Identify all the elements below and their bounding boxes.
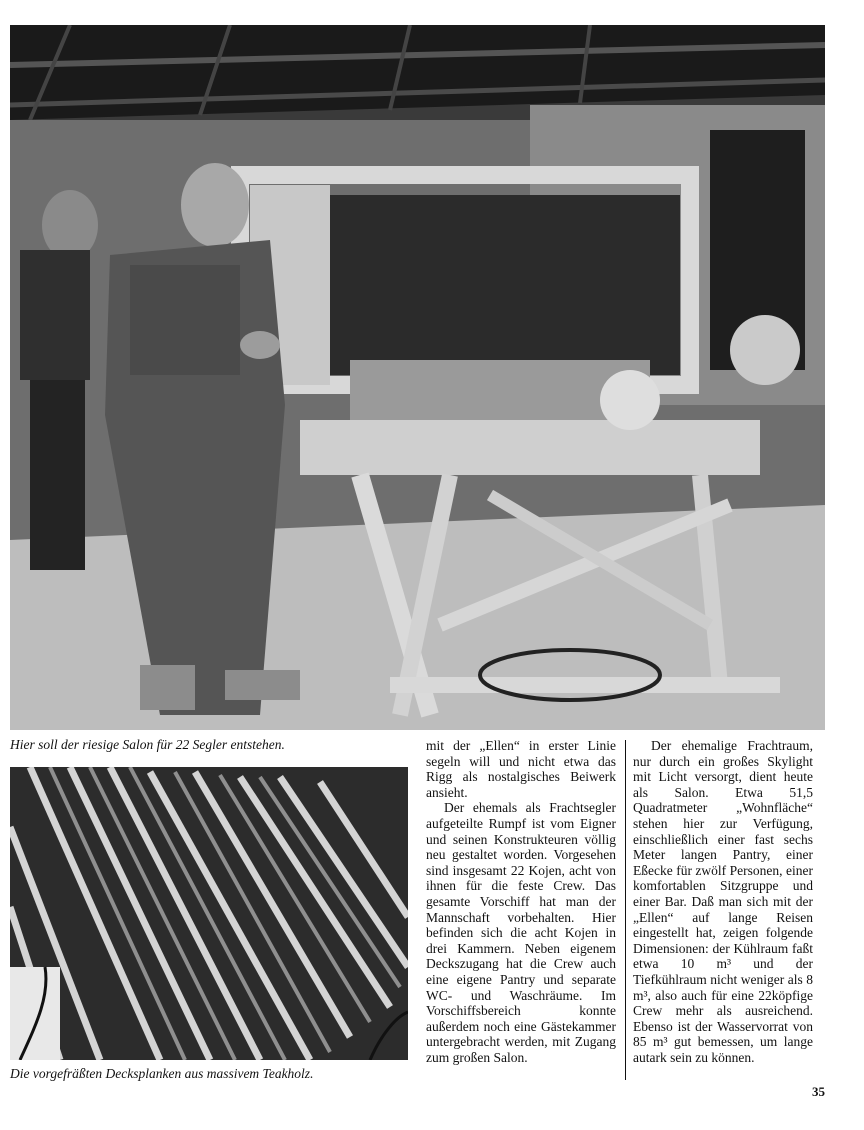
bottom-photo-caption: Die vorgefräßten Decksplanken aus massivem Teakholz. [10, 1066, 314, 1081]
top-photo-caption: Hier soll der riesige Salon für 22 Segler entstehen. [10, 737, 285, 752]
column-divider [625, 740, 626, 1080]
article-column-right [633, 738, 813, 1065]
workshop-photo [10, 25, 825, 730]
teak-planks-photo [10, 767, 408, 1060]
article-column-middle [426, 738, 616, 1065]
paragraph: Der ehemals als Frachtsegler aufgeteilte Rumpf ist vom Eigner und seinen Konstrukteuren völlig neu gestaltet worden. Vorgesehen sind insgesamt 22 Kojen, acht von ihnen für die feste Crew. Das gesamte Vorschiff hat man der Mannschaft vorbehalten. Hier befinden sich die acht Kojen in drei Kammern. Neben eigenem Deckszugang hat die Crew auch eine eigene Pantry und separate WC- und Waschräume. Im Vorschiffsbereich konnte außerdem noch eine Gästekammer untergebracht werden, mit Zugang zum großen Salon. [426, 800, 616, 1065]
paragraph: Der ehemalige Frachtraum, nur durch ein großes Skylight mit Licht versorgt, dient heute als Salon. Etwa 51,5 Quadratmeter „Wohnfläche“ stehen hier zur Verfügung, einschließlich einer fast sechs Meter langen Pantry, einer Eßecke für zwölf Personen, einer komfortablen Sitzgruppe und einer Bar. Daß man sich mit der „Ellen“ auf lange Reisen eingestellt hat, zeigen folgende Dimensionen: der Kühlraum faßt etwa 10 m³ und der Tiefkühlraum nicht weniger als 8 m³, also auch für eine 22köpfige Crew mehr als ausreichend. Ebenso ist der Wasservorrat von 85 m³ gut bemessen, um lange autark sein zu können. [633, 738, 813, 1065]
paragraph: mit der „Ellen“ in erster Linie segeln will und nicht etwa das Rigg als nostalgisches Beiwerk ansieht. [426, 738, 616, 800]
page-number: 35 [812, 1084, 825, 1099]
